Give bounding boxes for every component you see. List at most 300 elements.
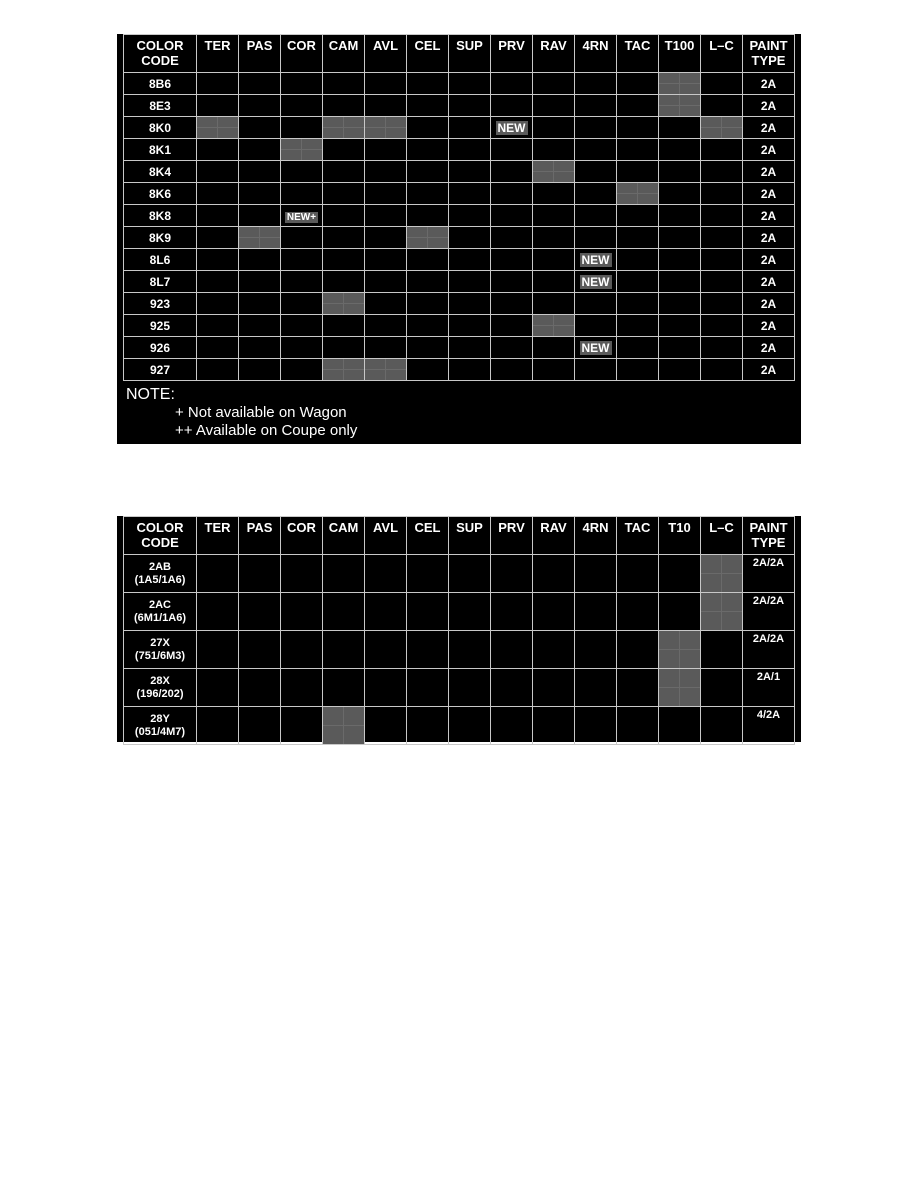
color-code-sub: (1A5/1A6) bbox=[134, 573, 186, 586]
column-header: RAV bbox=[533, 35, 575, 73]
column-header: COLOR CODE bbox=[124, 517, 197, 555]
color-code-cell bbox=[124, 183, 197, 205]
model-cell bbox=[407, 117, 449, 139]
model-cell bbox=[617, 117, 659, 139]
color-code-cell bbox=[124, 227, 197, 249]
model-cell bbox=[617, 161, 659, 183]
model-cell bbox=[197, 73, 239, 95]
model-cell bbox=[365, 315, 407, 337]
column-header: L–C bbox=[701, 35, 743, 73]
model-cell bbox=[617, 73, 659, 95]
note-heading: NOTE: bbox=[126, 386, 175, 403]
column-header: L–C bbox=[701, 517, 743, 555]
model-cell bbox=[197, 293, 239, 315]
color-code-cell bbox=[124, 337, 197, 359]
model-cell bbox=[701, 161, 743, 183]
model-cell bbox=[449, 707, 491, 745]
model-cell bbox=[407, 249, 449, 271]
model-cell bbox=[575, 315, 617, 337]
model-cell bbox=[197, 669, 239, 707]
column-header: COR bbox=[281, 35, 323, 73]
model-cell bbox=[659, 205, 701, 227]
model-cell bbox=[281, 95, 323, 117]
model-cell bbox=[533, 117, 575, 139]
model-cell bbox=[533, 293, 575, 315]
column-header: PRV bbox=[491, 35, 533, 73]
model-cell bbox=[197, 337, 239, 359]
model-cell bbox=[407, 315, 449, 337]
model-cell bbox=[239, 139, 281, 161]
model-cell bbox=[281, 631, 323, 669]
paint-type-cell: 2A/1 bbox=[743, 669, 795, 707]
paint-type-cell: 2A bbox=[743, 139, 795, 161]
model-cell bbox=[617, 315, 659, 337]
model-cell bbox=[281, 593, 323, 631]
color-code-cell bbox=[124, 631, 197, 669]
model-cell bbox=[365, 271, 407, 293]
model-cell bbox=[449, 337, 491, 359]
model-cell bbox=[239, 707, 281, 745]
model-cell bbox=[365, 631, 407, 669]
model-cell bbox=[281, 205, 323, 227]
model-cell bbox=[197, 183, 239, 205]
model-cell bbox=[617, 631, 659, 669]
table-row bbox=[124, 631, 795, 669]
model-cell bbox=[407, 139, 449, 161]
model-cell bbox=[491, 293, 533, 315]
model-cell bbox=[575, 183, 617, 205]
model-cell bbox=[407, 707, 449, 745]
table-row bbox=[124, 183, 795, 205]
color-code: 8B6 bbox=[148, 76, 171, 91]
model-cell bbox=[701, 593, 743, 631]
table-row bbox=[124, 593, 795, 631]
model-cell bbox=[239, 183, 281, 205]
model-cell bbox=[239, 73, 281, 95]
column-header: T10 bbox=[659, 517, 701, 555]
model-cell bbox=[323, 73, 365, 95]
table-row bbox=[124, 315, 795, 337]
model-cell bbox=[239, 95, 281, 117]
model-cell bbox=[281, 117, 323, 139]
table-row bbox=[124, 337, 795, 359]
column-header: AVL bbox=[365, 517, 407, 555]
model-cell bbox=[239, 555, 281, 593]
column-header: RAV bbox=[533, 517, 575, 555]
model-cell bbox=[407, 631, 449, 669]
model-cell bbox=[533, 337, 575, 359]
model-cell bbox=[533, 555, 575, 593]
model-cell bbox=[197, 631, 239, 669]
model-cell bbox=[659, 249, 701, 271]
model-cell bbox=[323, 337, 365, 359]
color-code-cell bbox=[124, 139, 197, 161]
model-cell bbox=[533, 669, 575, 707]
model-cell bbox=[491, 139, 533, 161]
model-cell bbox=[365, 337, 407, 359]
table-row bbox=[124, 669, 795, 707]
model-cell bbox=[701, 315, 743, 337]
paint-type-cell: 2A bbox=[743, 183, 795, 205]
table-row bbox=[124, 139, 795, 161]
model-cell bbox=[659, 227, 701, 249]
model-cell bbox=[365, 95, 407, 117]
model-cell bbox=[449, 271, 491, 293]
model-cell bbox=[575, 631, 617, 669]
model-cell bbox=[449, 73, 491, 95]
model-cell bbox=[449, 593, 491, 631]
model-cell bbox=[491, 555, 533, 593]
color-code-cell bbox=[124, 73, 197, 95]
model-cell bbox=[701, 139, 743, 161]
model-cell bbox=[365, 249, 407, 271]
color-code: 926 bbox=[149, 340, 171, 355]
model-cell bbox=[533, 707, 575, 745]
color-code: 8K0 bbox=[148, 120, 171, 135]
table-row bbox=[124, 555, 795, 593]
model-cell bbox=[239, 359, 281, 381]
paint-type-cell: 2A bbox=[743, 227, 795, 249]
model-cell bbox=[281, 183, 323, 205]
model-cell bbox=[281, 73, 323, 95]
model-cell bbox=[533, 227, 575, 249]
model-cell bbox=[281, 293, 323, 315]
table-row bbox=[124, 249, 795, 271]
model-cell bbox=[323, 95, 365, 117]
model-cell bbox=[407, 271, 449, 293]
model-cell bbox=[239, 631, 281, 669]
model-cell bbox=[449, 227, 491, 249]
color-chart-panel-1 bbox=[117, 34, 801, 444]
model-cell bbox=[491, 593, 533, 631]
model-cell bbox=[617, 707, 659, 745]
model-cell bbox=[617, 227, 659, 249]
color-code: 925 bbox=[149, 318, 171, 333]
model-cell bbox=[449, 95, 491, 117]
paint-type-cell: 2A bbox=[743, 337, 795, 359]
model-cell bbox=[701, 359, 743, 381]
model-cell bbox=[533, 183, 575, 205]
model-cell bbox=[239, 315, 281, 337]
model-cell bbox=[701, 117, 743, 139]
column-header: AVL bbox=[365, 35, 407, 73]
model-cell bbox=[239, 293, 281, 315]
model-cell bbox=[701, 337, 743, 359]
model-cell bbox=[575, 205, 617, 227]
model-cell bbox=[323, 249, 365, 271]
model-cell bbox=[491, 359, 533, 381]
model-cell bbox=[617, 555, 659, 593]
new-badge: NEW+ bbox=[286, 211, 317, 223]
new-badge: NEW bbox=[581, 252, 610, 267]
model-cell bbox=[659, 359, 701, 381]
model-cell bbox=[575, 249, 617, 271]
model-cell bbox=[239, 337, 281, 359]
model-cell bbox=[197, 161, 239, 183]
paint-type-cell: 4/2A bbox=[743, 707, 795, 745]
model-cell bbox=[449, 139, 491, 161]
model-cell bbox=[659, 139, 701, 161]
color-code: 28Y bbox=[150, 712, 170, 725]
model-cell bbox=[239, 117, 281, 139]
model-cell bbox=[491, 315, 533, 337]
color-code-cell bbox=[124, 205, 197, 227]
model-cell bbox=[701, 669, 743, 707]
model-cell bbox=[323, 139, 365, 161]
model-cell bbox=[701, 249, 743, 271]
model-cell bbox=[575, 95, 617, 117]
model-cell bbox=[701, 271, 743, 293]
column-header: COR bbox=[281, 517, 323, 555]
model-cell bbox=[197, 139, 239, 161]
table-row bbox=[124, 293, 795, 315]
model-cell bbox=[323, 293, 365, 315]
model-cell bbox=[617, 249, 659, 271]
color-code: 8E3 bbox=[149, 98, 171, 113]
color-code-cell bbox=[124, 95, 197, 117]
column-header: 4RN bbox=[575, 35, 617, 73]
model-cell bbox=[281, 315, 323, 337]
color-code-cell bbox=[124, 555, 197, 593]
model-cell bbox=[365, 593, 407, 631]
model-cell bbox=[575, 117, 617, 139]
table-row bbox=[124, 359, 795, 381]
model-cell bbox=[323, 205, 365, 227]
model-cell bbox=[575, 227, 617, 249]
model-cell bbox=[701, 227, 743, 249]
column-header: CAM bbox=[323, 35, 365, 73]
paint-type-cell: 2A bbox=[743, 117, 795, 139]
column-header: SUP bbox=[449, 517, 491, 555]
color-code: 8K8 bbox=[148, 208, 171, 223]
model-cell bbox=[365, 359, 407, 381]
model-cell bbox=[281, 669, 323, 707]
model-cell bbox=[197, 315, 239, 337]
model-cell bbox=[365, 117, 407, 139]
column-header: PAS bbox=[239, 517, 281, 555]
color-code-cell bbox=[124, 249, 197, 271]
model-cell bbox=[659, 161, 701, 183]
new-badge: NEW bbox=[581, 340, 610, 355]
model-cell bbox=[323, 227, 365, 249]
model-cell bbox=[617, 293, 659, 315]
model-cell bbox=[701, 555, 743, 593]
model-cell bbox=[365, 139, 407, 161]
color-code-table-2 bbox=[123, 516, 795, 745]
model-cell bbox=[407, 161, 449, 183]
column-header: CAM bbox=[323, 517, 365, 555]
model-cell bbox=[575, 359, 617, 381]
model-cell bbox=[491, 73, 533, 95]
color-code: 28X bbox=[150, 674, 170, 687]
model-cell bbox=[533, 315, 575, 337]
color-chart-panel-2 bbox=[117, 516, 801, 742]
model-cell bbox=[407, 227, 449, 249]
model-cell bbox=[533, 205, 575, 227]
color-code: 2AC bbox=[148, 598, 171, 611]
model-cell bbox=[533, 161, 575, 183]
model-cell bbox=[575, 73, 617, 95]
model-cell bbox=[239, 205, 281, 227]
model-cell bbox=[281, 359, 323, 381]
paint-type-cell: 2A bbox=[743, 95, 795, 117]
model-cell bbox=[407, 73, 449, 95]
paint-type-cell: 2A/2A bbox=[743, 593, 795, 631]
table-row bbox=[124, 95, 795, 117]
paint-type-cell: 2A bbox=[743, 205, 795, 227]
model-cell bbox=[617, 337, 659, 359]
model-cell bbox=[491, 227, 533, 249]
column-header: PAINT TYPE bbox=[743, 35, 795, 73]
model-cell bbox=[197, 249, 239, 271]
model-cell bbox=[197, 271, 239, 293]
table-row bbox=[124, 205, 795, 227]
model-cell bbox=[449, 669, 491, 707]
model-cell bbox=[659, 669, 701, 707]
column-header: TER bbox=[197, 35, 239, 73]
model-cell bbox=[281, 249, 323, 271]
model-cell bbox=[449, 293, 491, 315]
model-cell bbox=[491, 95, 533, 117]
color-code-sub: (751/6M3) bbox=[134, 649, 186, 662]
model-cell bbox=[617, 669, 659, 707]
model-cell bbox=[533, 73, 575, 95]
model-cell bbox=[659, 631, 701, 669]
paint-type-cell: 2A bbox=[743, 293, 795, 315]
model-cell bbox=[659, 315, 701, 337]
model-cell bbox=[575, 293, 617, 315]
paint-type-cell: 2A bbox=[743, 73, 795, 95]
color-code: 927 bbox=[149, 362, 171, 377]
model-cell bbox=[239, 593, 281, 631]
model-cell bbox=[323, 669, 365, 707]
model-cell bbox=[449, 359, 491, 381]
color-code-table-1 bbox=[123, 34, 795, 381]
model-cell bbox=[491, 669, 533, 707]
column-header: CEL bbox=[407, 35, 449, 73]
color-code-cell bbox=[124, 669, 197, 707]
model-cell bbox=[575, 139, 617, 161]
note-block bbox=[126, 386, 357, 440]
model-cell bbox=[407, 95, 449, 117]
paint-type-cell: 2A bbox=[743, 271, 795, 293]
column-header: PRV bbox=[491, 517, 533, 555]
paint-type-cell: 2A bbox=[743, 315, 795, 337]
paint-type-cell: 2A bbox=[743, 359, 795, 381]
model-cell bbox=[239, 669, 281, 707]
model-cell bbox=[365, 73, 407, 95]
model-cell bbox=[323, 359, 365, 381]
model-cell bbox=[533, 631, 575, 669]
model-cell bbox=[533, 593, 575, 631]
model-cell bbox=[491, 205, 533, 227]
model-cell bbox=[659, 271, 701, 293]
table-row bbox=[124, 227, 795, 249]
model-cell bbox=[365, 183, 407, 205]
color-code-cell bbox=[124, 593, 197, 631]
color-code: 8L7 bbox=[149, 274, 171, 289]
model-cell bbox=[659, 293, 701, 315]
model-cell bbox=[281, 139, 323, 161]
model-cell bbox=[617, 95, 659, 117]
model-cell bbox=[575, 337, 617, 359]
model-cell bbox=[365, 293, 407, 315]
model-cell bbox=[449, 183, 491, 205]
model-cell bbox=[659, 593, 701, 631]
model-cell bbox=[659, 117, 701, 139]
note-line-wagon: + Not available on Wagon bbox=[175, 404, 347, 421]
model-cell bbox=[365, 707, 407, 745]
column-header: CEL bbox=[407, 517, 449, 555]
model-cell bbox=[239, 249, 281, 271]
model-cell bbox=[449, 161, 491, 183]
model-cell bbox=[281, 271, 323, 293]
model-cell bbox=[533, 249, 575, 271]
color-code: 27X bbox=[150, 636, 170, 649]
model-cell bbox=[281, 161, 323, 183]
model-cell bbox=[449, 555, 491, 593]
model-cell bbox=[407, 205, 449, 227]
model-cell bbox=[701, 205, 743, 227]
model-cell bbox=[617, 271, 659, 293]
model-cell bbox=[365, 669, 407, 707]
table-row bbox=[124, 707, 795, 745]
column-header: TER bbox=[197, 517, 239, 555]
model-cell bbox=[659, 183, 701, 205]
model-cell bbox=[491, 271, 533, 293]
model-cell bbox=[323, 707, 365, 745]
model-cell bbox=[365, 227, 407, 249]
model-cell bbox=[617, 205, 659, 227]
color-code: 2AB bbox=[148, 560, 171, 573]
color-code: 923 bbox=[149, 296, 171, 311]
model-cell bbox=[407, 337, 449, 359]
color-code-cell bbox=[124, 117, 197, 139]
model-cell bbox=[533, 95, 575, 117]
model-cell bbox=[491, 183, 533, 205]
model-cell bbox=[323, 117, 365, 139]
table-row bbox=[124, 117, 795, 139]
table-row bbox=[124, 161, 795, 183]
model-cell bbox=[701, 707, 743, 745]
model-cell bbox=[701, 631, 743, 669]
model-cell bbox=[575, 161, 617, 183]
model-cell bbox=[533, 359, 575, 381]
model-cell bbox=[323, 161, 365, 183]
model-cell bbox=[407, 359, 449, 381]
note-line-coupe: ++ Available on Coupe only bbox=[175, 422, 358, 439]
model-cell bbox=[281, 555, 323, 593]
model-cell bbox=[575, 669, 617, 707]
model-cell bbox=[197, 227, 239, 249]
model-cell bbox=[449, 315, 491, 337]
model-cell bbox=[239, 227, 281, 249]
column-header: PAINT TYPE bbox=[743, 517, 795, 555]
column-header: 4RN bbox=[575, 517, 617, 555]
color-code-cell bbox=[124, 271, 197, 293]
model-cell bbox=[197, 95, 239, 117]
model-cell bbox=[407, 593, 449, 631]
model-cell bbox=[281, 707, 323, 745]
color-code: 8K1 bbox=[148, 142, 171, 157]
model-cell bbox=[407, 183, 449, 205]
model-cell bbox=[197, 593, 239, 631]
model-cell bbox=[197, 359, 239, 381]
color-code-sub: (6M1/1A6) bbox=[134, 611, 186, 624]
column-header: TAC bbox=[617, 35, 659, 73]
model-cell bbox=[407, 555, 449, 593]
model-cell bbox=[197, 205, 239, 227]
